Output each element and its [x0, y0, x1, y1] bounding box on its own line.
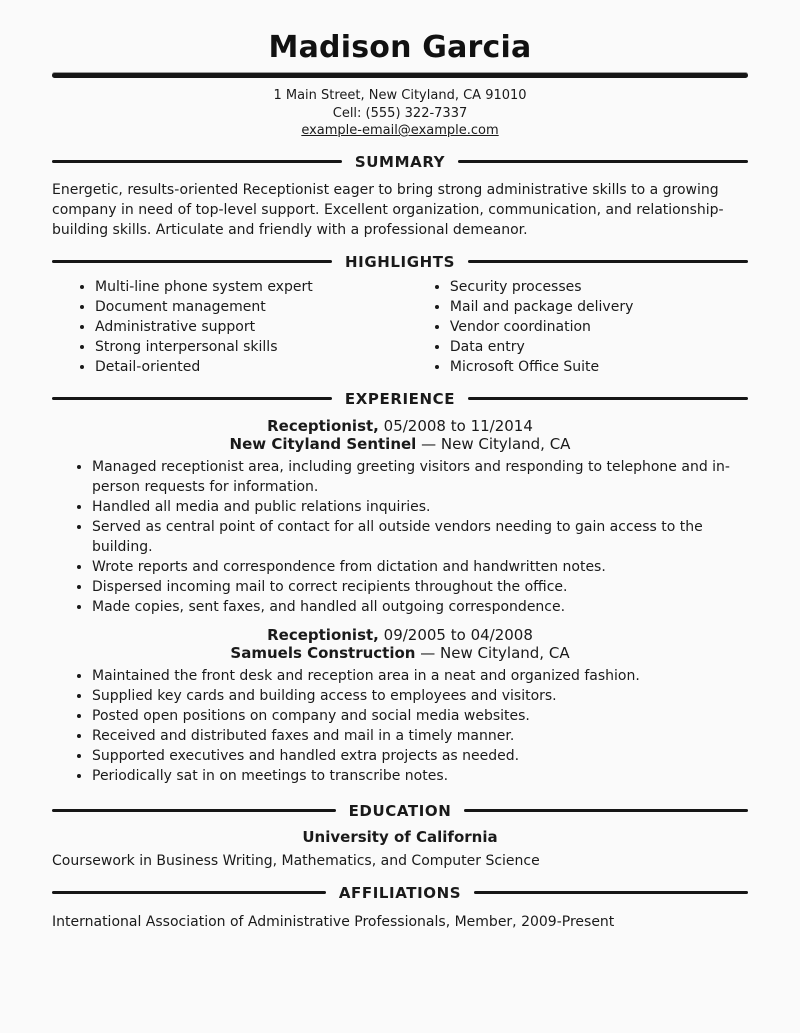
job-bullet: • Supported executives and handled extra projects as needed. [92, 746, 748, 766]
job-employer-line [52, 644, 748, 662]
affiliations-title: AFFILIATIONS [338, 883, 462, 902]
highlights-rule-left [52, 260, 332, 263]
highlight-item: • Vendor coordination [450, 317, 748, 337]
candidate-name: Madison Garcia [268, 30, 532, 65]
job-separator: — [420, 643, 436, 662]
experience-rule-left [52, 397, 332, 400]
job-bullet: • Dispersed incoming mail to correct recipients throughout the office. [92, 577, 748, 597]
job-employer: Samuels Construction [230, 643, 416, 662]
education-school: University of California [302, 827, 498, 846]
highlight-item: • Strong interpersonal skills [95, 337, 414, 357]
experience-rule-right [468, 397, 748, 400]
job-bullet: • Managed receptionist area, including greeting visitors and responding to telephone and in-person requests for information. [92, 457, 748, 497]
job-employer: New Cityland Sentinel [229, 434, 417, 453]
summary-rule-right [458, 160, 748, 163]
job-title-line [52, 626, 748, 644]
affiliations-section-header [52, 884, 748, 902]
job-bullet: • Posted open positions on company and social media websites. [92, 706, 748, 726]
job-bullet: • Periodically sat in on meetings to transcribe notes. [92, 766, 748, 786]
highlight-item: • Security processes [450, 277, 748, 297]
experience-section-header [52, 390, 748, 408]
contact-block [52, 87, 748, 140]
job-bullet-list [52, 457, 748, 617]
highlight-item: • Data entry [450, 337, 748, 357]
affiliations-text: International Association of Administrative Professionals, Member, 2009-Present [52, 913, 615, 930]
highlights-list [52, 277, 748, 377]
job-dates: 09/2005 to 04/2008 [383, 625, 533, 644]
job-bullet-list [52, 666, 748, 786]
job-bullet: • Received and distributed faxes and mail in a timely manner. [92, 726, 748, 746]
job-bullet: • Supplied key cards and building access to employees and visitors. [92, 686, 748, 706]
summary-rule-left [52, 160, 342, 163]
highlights-column-right [414, 277, 748, 377]
job-bullet: • Made copies, sent faxes, and handled all outgoing correspondence. [92, 597, 748, 617]
highlights-title: HIGHLIGHTS [344, 252, 456, 271]
job-entry [52, 626, 748, 786]
highlight-item: • Administrative support [95, 317, 414, 337]
job-bullet: • Handled all media and public relations inquiries. [92, 497, 748, 517]
highlight-item: • Detail-oriented [95, 357, 414, 377]
highlight-item: • Microsoft Office Suite [450, 357, 748, 377]
contact-email-row [52, 122, 748, 140]
highlights-column-left [52, 277, 414, 377]
highlight-item: • Mail and package delivery [450, 297, 748, 317]
summary-title: SUMMARY [354, 152, 446, 171]
job-title: Receptionist, [267, 625, 379, 644]
education-rule-right [464, 809, 748, 812]
job-bullet: • Maintained the front desk and reception area in a neat and organized fashion. [92, 666, 748, 686]
job-dates: 05/2008 to 11/2014 [383, 416, 533, 435]
affiliations-rule-right [474, 891, 748, 894]
contact-cell: Cell: (555) 322-7337 [332, 105, 468, 121]
highlight-item: • Multi-line phone system expert [95, 277, 414, 297]
job-bullet: • Wrote reports and correspondence from dictation and handwritten notes. [92, 557, 748, 577]
summary-section-header [52, 153, 748, 171]
header-divider-rule [52, 73, 748, 78]
job-entry [52, 417, 748, 617]
job-location: New Cityland, CA [440, 434, 571, 453]
job-employer-line [52, 435, 748, 453]
job-location: New Cityland, CA [440, 643, 570, 662]
highlights-section-header [52, 253, 748, 271]
contact-email-link[interactable]: example-email@example.com [301, 123, 499, 138]
education-rule-left [52, 809, 336, 812]
summary-text: Energetic, results-oriented Receptionist eager to bring strong administrative skills to a growing company in need of top-level support. Excellent organization, communication, and relationship-building skills. Articulate and friendly with a professional demeanor. [52, 181, 724, 238]
education-coursework: Coursework in Business Writing, Mathematics, and Computer Science [52, 852, 540, 869]
job-separator: — [421, 434, 437, 453]
contact-address: 1 Main Street, New Cityland, CA 91010 [273, 88, 527, 103]
job-bullet: • Served as central point of contact for all outside vendors needing to gain access to the building. [92, 517, 748, 557]
education-title: EDUCATION [348, 801, 452, 820]
experience-title: EXPERIENCE [344, 389, 456, 408]
education-section-header [52, 802, 748, 820]
affiliations-rule-left [52, 891, 326, 894]
job-title-line [52, 417, 748, 435]
highlight-item: • Document management [95, 297, 414, 317]
highlights-rule-right [468, 260, 748, 263]
job-title: Receptionist, [267, 416, 379, 435]
